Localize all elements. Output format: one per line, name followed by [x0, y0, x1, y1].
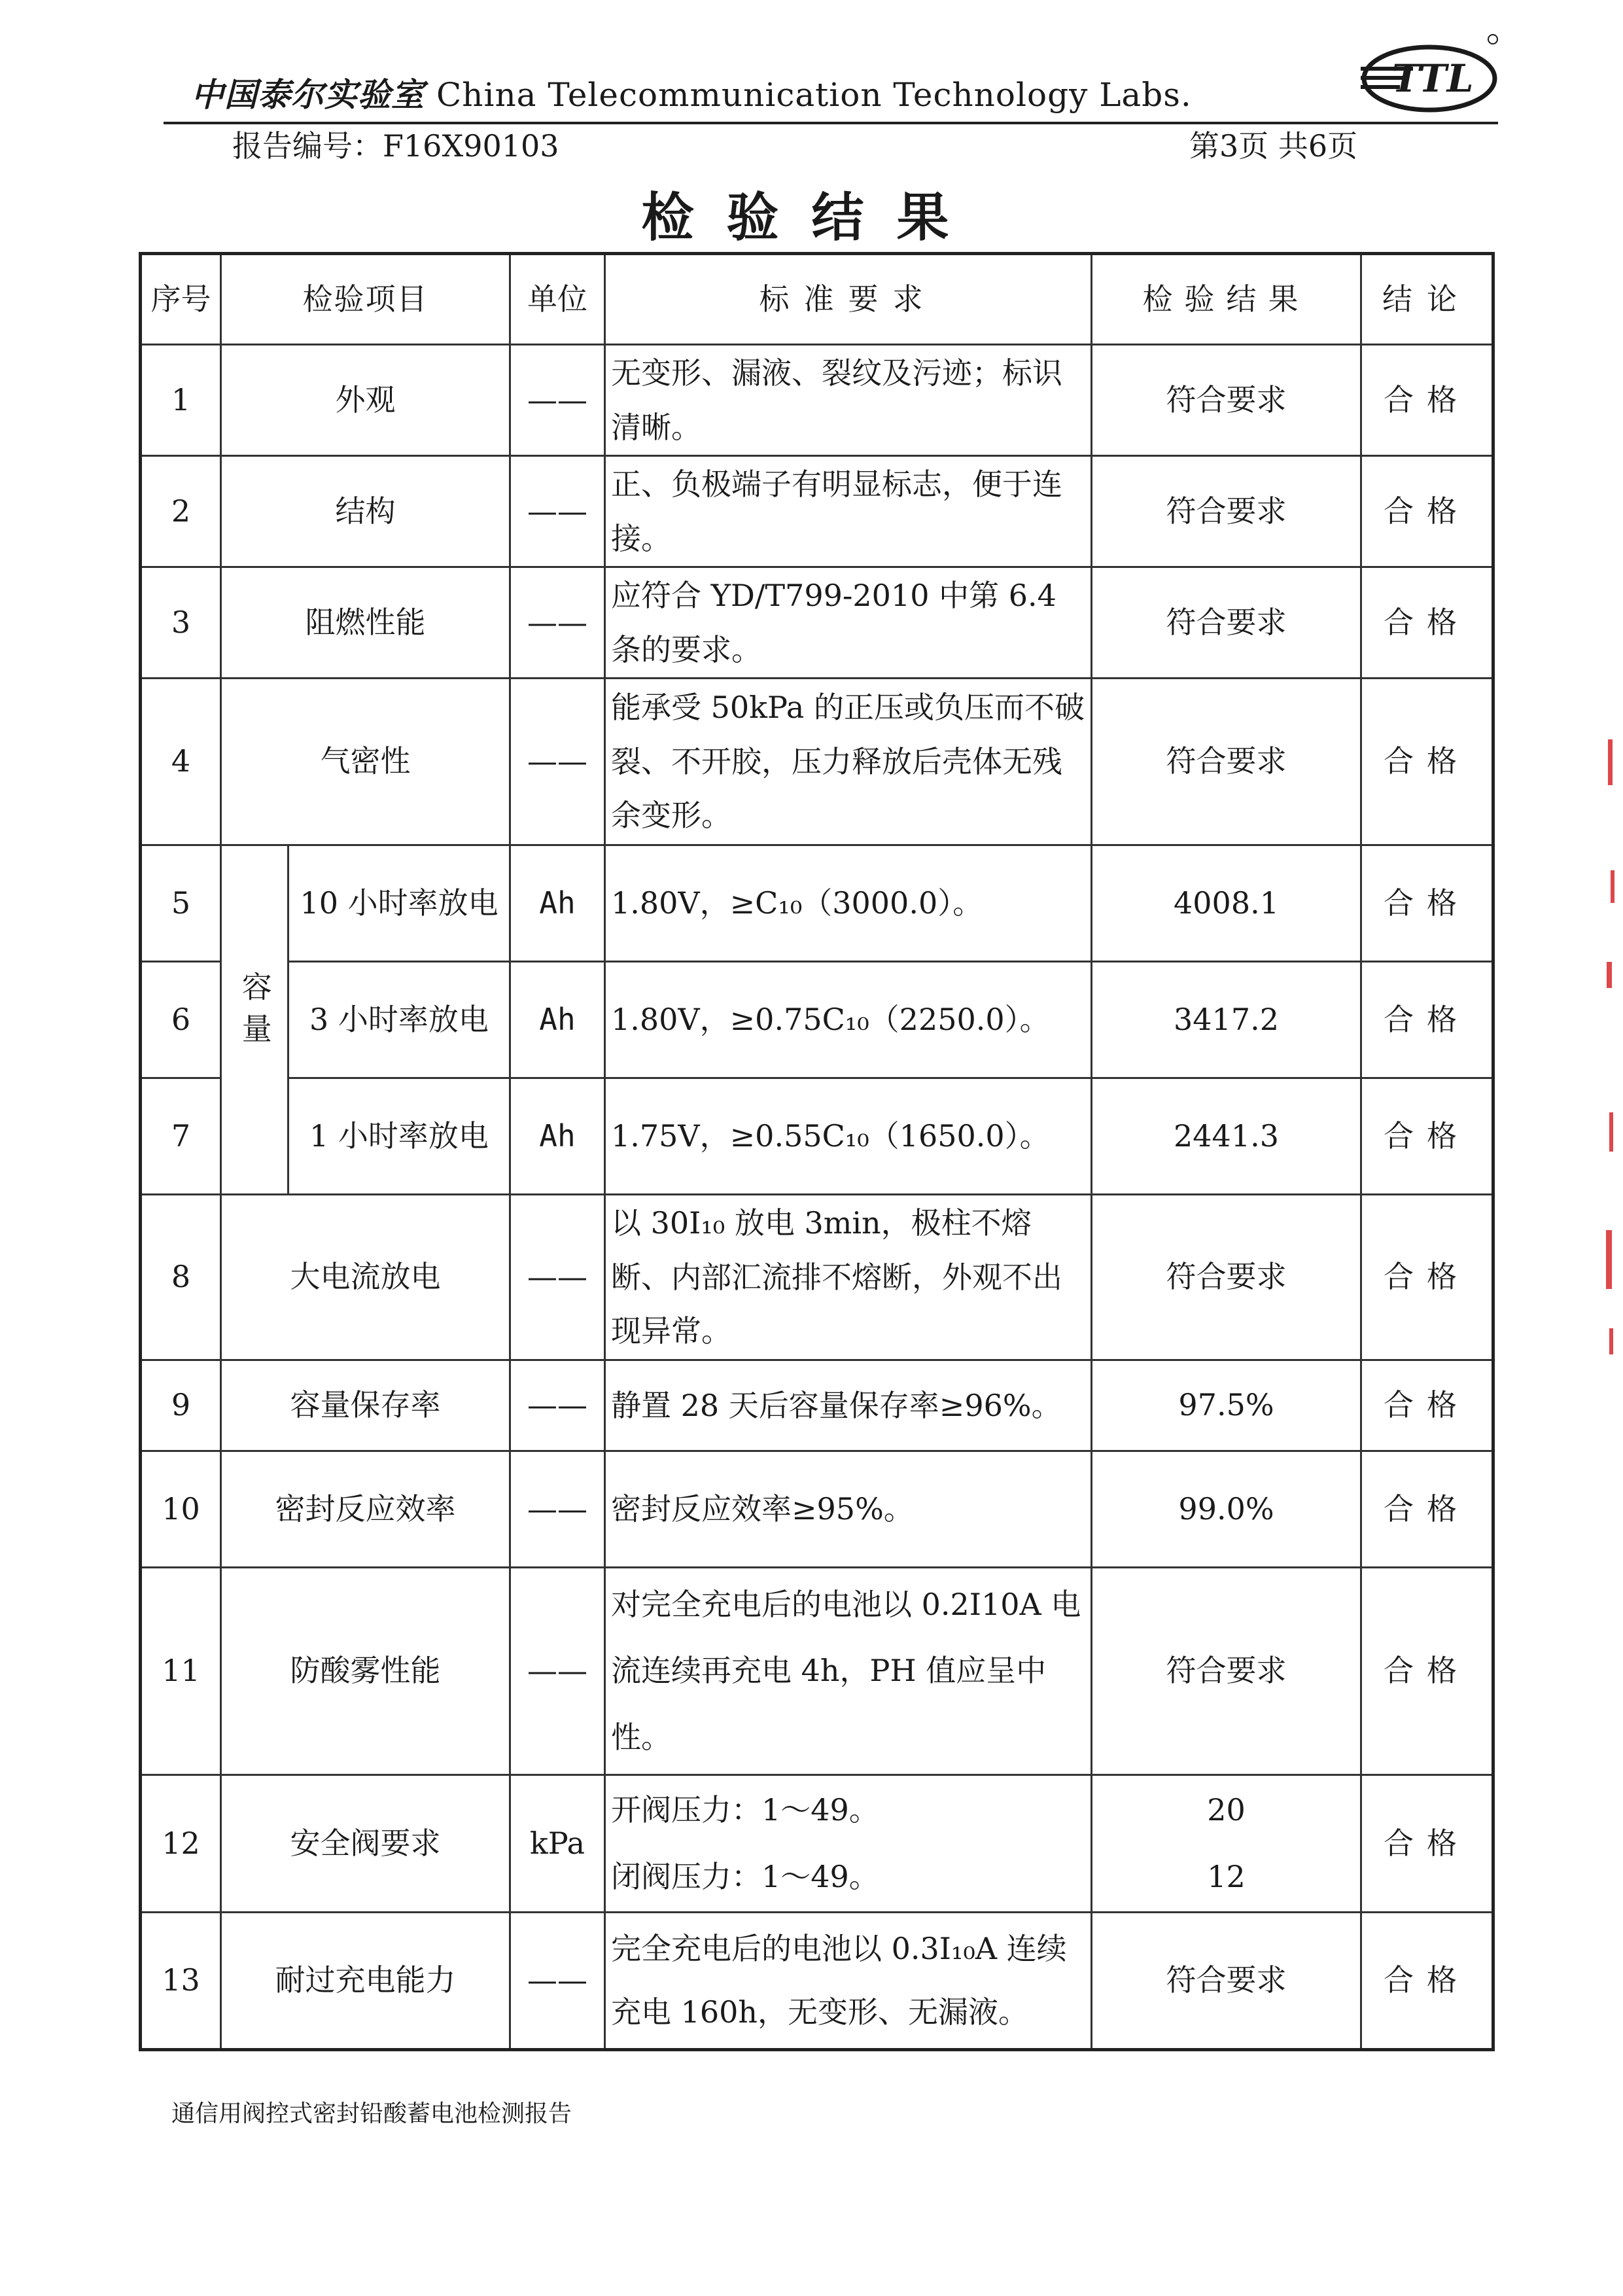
svg-text:TTL: TTL	[1391, 56, 1474, 101]
scan-edge-mark	[1609, 1328, 1613, 1354]
row-no: 1	[141, 345, 221, 456]
table-row	[141, 962, 1493, 1078]
row-result: 符合要求	[1092, 456, 1361, 567]
col-header-unit: 单位	[510, 254, 605, 345]
row-standard: 正、负极端子有明显标志，便于连接。	[605, 456, 1092, 567]
page-title: 检验结果	[641, 186, 982, 248]
row-standard: 密封反应效率≥95%。	[605, 1451, 1092, 1568]
row-conclusion: 合格	[1361, 1775, 1493, 1913]
row-conclusion: 合格	[1361, 1078, 1493, 1195]
table-row	[141, 1568, 1493, 1775]
row-result: 4008.1	[1092, 845, 1361, 962]
row-conclusion: 合格	[1361, 456, 1493, 567]
col-header-conclusion: 结论	[1361, 254, 1493, 345]
row-no: 2	[141, 456, 221, 567]
row-no: 4	[141, 679, 221, 845]
row-standard: 完全充电后的电池以 0.3I₁₀A 连续充电 160h，无变形、无漏液。	[605, 1913, 1092, 2050]
table-row	[141, 1451, 1493, 1568]
row-unit: ——	[510, 567, 605, 679]
lab-name-cn: 中国泰尔实验室	[191, 75, 425, 114]
row-item: 外观	[221, 345, 510, 456]
row-no: 10	[141, 1451, 221, 1568]
row-result: 符合要求	[1092, 345, 1361, 456]
results-table	[139, 252, 1495, 2051]
table-row	[141, 567, 1493, 679]
scan-edge-mark	[1606, 1230, 1612, 1289]
row-conclusion: 合格	[1361, 1913, 1493, 2050]
row-no: 3	[141, 567, 221, 679]
row-standard: 1.80V，≥0.75C₁₀（2250.0）。	[605, 962, 1092, 1078]
row-result	[1092, 1775, 1361, 1913]
scan-edge-mark	[1609, 1112, 1613, 1152]
table-header-row	[141, 254, 1493, 345]
row-result: 符合要求	[1092, 1195, 1361, 1360]
row-conclusion: 合格	[1361, 1568, 1493, 1775]
row-result: 符合要求	[1092, 1568, 1361, 1775]
row-result: 97.5%	[1092, 1360, 1361, 1451]
table-row	[141, 1775, 1493, 1913]
table-row	[141, 1078, 1493, 1195]
scan-edge-mark	[1607, 962, 1612, 988]
table-row	[141, 679, 1493, 845]
col-header-result: 检验结果	[1092, 254, 1361, 345]
result-open-pressure: 20	[1207, 1792, 1246, 1828]
row-no: 5	[141, 845, 221, 962]
row-item: 防酸雾性能	[221, 1568, 510, 1775]
row-item: 3 小时率放电	[288, 962, 510, 1078]
row-conclusion: 合格	[1361, 962, 1493, 1078]
row-item: 1 小时率放电	[288, 1078, 510, 1195]
capacity-group-text: 容量	[237, 970, 273, 1055]
row-conclusion: 合格	[1361, 567, 1493, 679]
standard-open-pressure: 开阀压力：1～49。	[611, 1792, 879, 1828]
row-no: 6	[141, 962, 221, 1078]
row-no: 13	[141, 1913, 221, 2050]
lab-name	[191, 69, 1192, 116]
report-number: 报告编号：F16X90103	[232, 128, 559, 164]
row-unit: ——	[510, 1451, 605, 1568]
row-standard	[605, 1775, 1092, 1913]
table-row	[141, 1913, 1493, 2050]
page-info: 第3页 共6页	[1189, 128, 1358, 164]
footer-report-title: 通信用阀控式密封铅酸蓄电池检测报告	[171, 2100, 572, 2127]
row-conclusion: 合格	[1361, 1451, 1493, 1568]
row-standard: 能承受 50kPa 的正压或负压而不破裂、不开胶，压力释放后壳体无残余变形。	[605, 679, 1092, 845]
row-item: 阻燃性能	[221, 567, 510, 679]
row-unit: ——	[510, 679, 605, 845]
row-conclusion: 合格	[1361, 345, 1493, 456]
standard-close-pressure: 闭阀压力：1～49。	[611, 1858, 879, 1894]
row-unit: ——	[510, 1568, 605, 1775]
capacity-group-label	[221, 845, 288, 1195]
row-unit: kPa	[510, 1775, 605, 1913]
row-no: 9	[141, 1360, 221, 1451]
row-result: 2441.3	[1092, 1078, 1361, 1195]
col-header-item: 检验项目	[221, 254, 510, 345]
row-no: 7	[141, 1078, 221, 1195]
ttl-logo	[1354, 26, 1505, 124]
row-result: 99.0%	[1092, 1451, 1361, 1568]
row-standard: 对完全充电后的电池以 0.2I10A 电流连续再充电 4h，PH 值应呈中性。	[605, 1568, 1092, 1775]
row-standard: 1.80V，≥C₁₀（3000.0）。	[605, 845, 1092, 962]
row-unit: ——	[510, 1360, 605, 1451]
row-unit: Ah	[510, 1078, 605, 1195]
row-item: 耐过充电能力	[221, 1913, 510, 2050]
row-unit: Ah	[510, 962, 605, 1078]
table-row	[141, 345, 1493, 456]
row-result: 符合要求	[1092, 679, 1361, 845]
table-row	[141, 1195, 1493, 1360]
row-unit: ——	[510, 1195, 605, 1360]
row-conclusion: 合格	[1361, 845, 1493, 962]
lab-name-en: China Telecommunication Technology Labs.	[436, 76, 1192, 114]
row-unit: ——	[510, 1913, 605, 2050]
row-item: 密封反应效率	[221, 1451, 510, 1568]
row-item: 安全阀要求	[221, 1775, 510, 1913]
col-header-standard: 标准要求	[605, 254, 1092, 345]
row-standard: 以 30I₁₀ 放电 3min，极柱不熔断、内部汇流排不熔断，外观不出现异常。	[605, 1195, 1092, 1360]
table-row	[141, 456, 1493, 567]
row-result: 符合要求	[1092, 567, 1361, 679]
row-no: 11	[141, 1568, 221, 1775]
row-item: 容量保存率	[221, 1360, 510, 1451]
row-unit: ——	[510, 345, 605, 456]
row-result: 符合要求	[1092, 1913, 1361, 2050]
col-header-no: 序号	[141, 254, 221, 345]
row-standard: 静置 28 天后容量保存率≥96%。	[605, 1360, 1092, 1451]
row-conclusion: 合格	[1361, 679, 1493, 845]
row-conclusion: 合格	[1361, 1360, 1493, 1451]
row-item: 结构	[221, 456, 510, 567]
row-conclusion: 合格	[1361, 1195, 1493, 1360]
row-item: 10 小时率放电	[288, 845, 510, 962]
row-standard: 无变形、漏液、裂纹及污迹；标识清晰。	[605, 345, 1092, 456]
result-close-pressure: 12	[1207, 1858, 1246, 1894]
row-item: 大电流放电	[221, 1195, 510, 1360]
row-unit: ——	[510, 456, 605, 567]
row-result: 3417.2	[1092, 962, 1361, 1078]
table-row	[141, 1360, 1493, 1451]
row-item: 气密性	[221, 679, 510, 845]
scan-edge-mark	[1611, 870, 1614, 903]
row-standard: 1.75V，≥0.55C₁₀（1650.0）。	[605, 1078, 1092, 1195]
row-no: 12	[141, 1775, 221, 1913]
row-no: 8	[141, 1195, 221, 1360]
scan-edge-mark	[1608, 739, 1613, 785]
row-standard: 应符合 YD/T799-2010 中第 6.4 条的要求。	[605, 567, 1092, 679]
row-unit: Ah	[510, 845, 605, 962]
table-row	[141, 845, 1493, 962]
